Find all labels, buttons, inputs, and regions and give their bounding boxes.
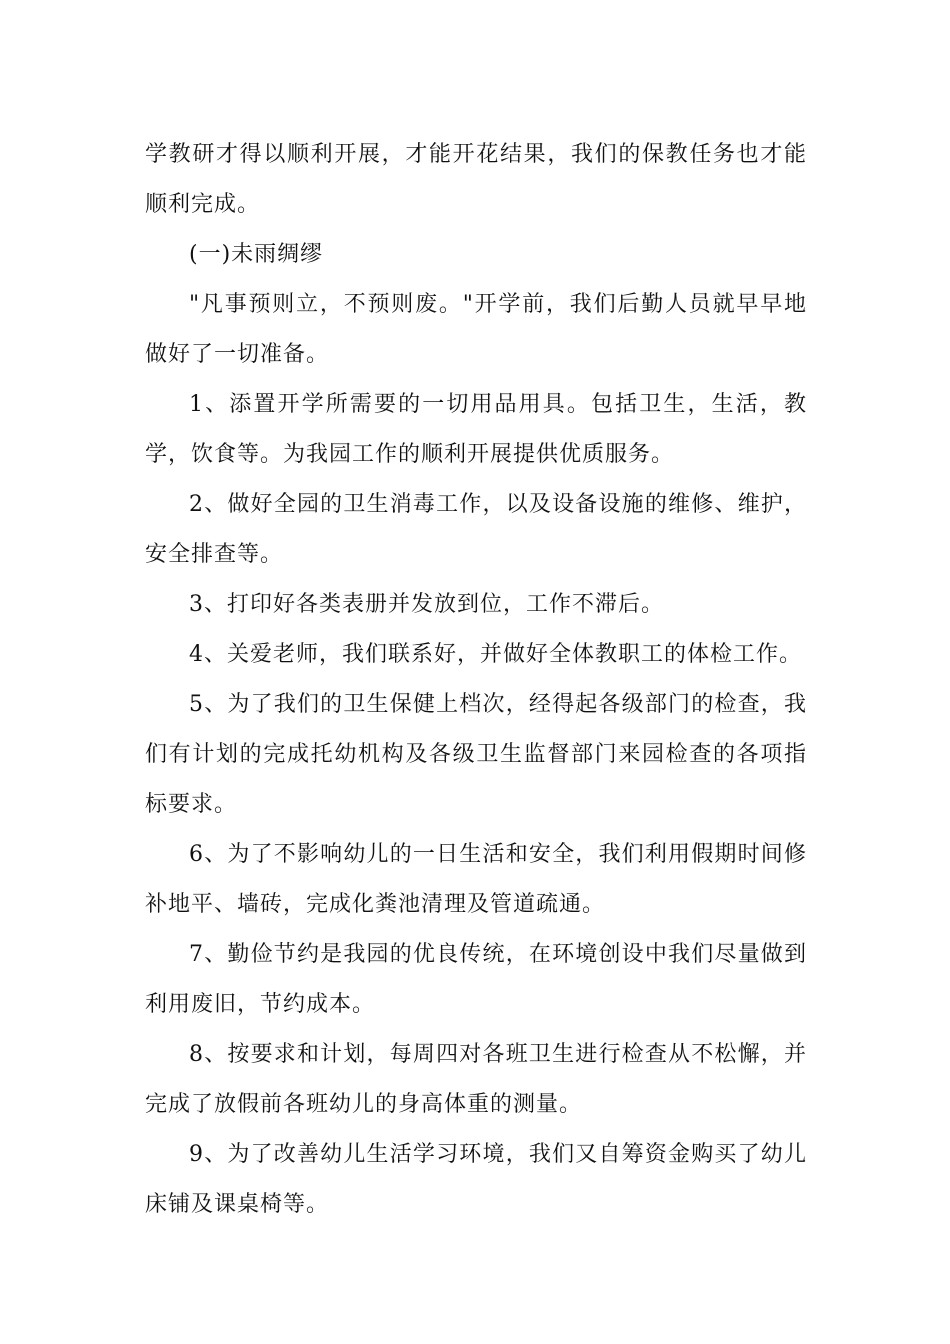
list-item-8: 8、按要求和计划，每周四对各班卫生进行检查从不松懈，并完成了放假前各班幼儿的身高体重的测量。 — [145, 1042, 807, 1117]
paragraph-intro: "凡事预则立，不预则废。"开学前，我们后勤人员就早早地做好了一切准备。 — [145, 292, 807, 367]
document-body — [145, 130, 807, 1230]
list-item-9: 9、为了改善幼儿生活学习环境，我们又自筹资金购买了幼儿床铺及课桌椅等。 — [145, 1142, 807, 1217]
paragraph-continuation: 学教研才得以顺利开展，才能开花结果，我们的保教任务也才能顺利完成。 — [145, 142, 807, 217]
list-item-2: 2、做好全园的卫生消毒工作，以及设备设施的维修、维护，安全排查等。 — [145, 492, 807, 567]
list-item-4: 4、关爱老师，我们联系好，并做好全体教职工的体检工作。 — [189, 642, 802, 667]
section-heading: (一)未雨绸缪 — [189, 242, 324, 267]
list-item-3: 3、打印好各类表册并发放到位，工作不滞后。 — [189, 592, 664, 617]
list-item-6: 6、为了不影响幼儿的一日生活和安全，我们利用假期时间修补地平、墙砖，完成化粪池清理及管道疏通。 — [145, 842, 807, 917]
list-item-5: 5、为了我们的卫生保健上档次，经得起各级部门的检查，我们有计划的完成托幼机构及各级卫生监督部门来园检查的各项指标要求。 — [145, 692, 807, 817]
list-item-1: 1、添置开学所需要的一切用品用具。包括卫生，生活，教学，饮食等。为我园工作的顺利开展提供优质服务。 — [145, 392, 807, 467]
list-item-7: 7、勤俭节约是我园的优良传统，在环境创设中我们尽量做到利用废旧，节约成本。 — [145, 942, 807, 1017]
